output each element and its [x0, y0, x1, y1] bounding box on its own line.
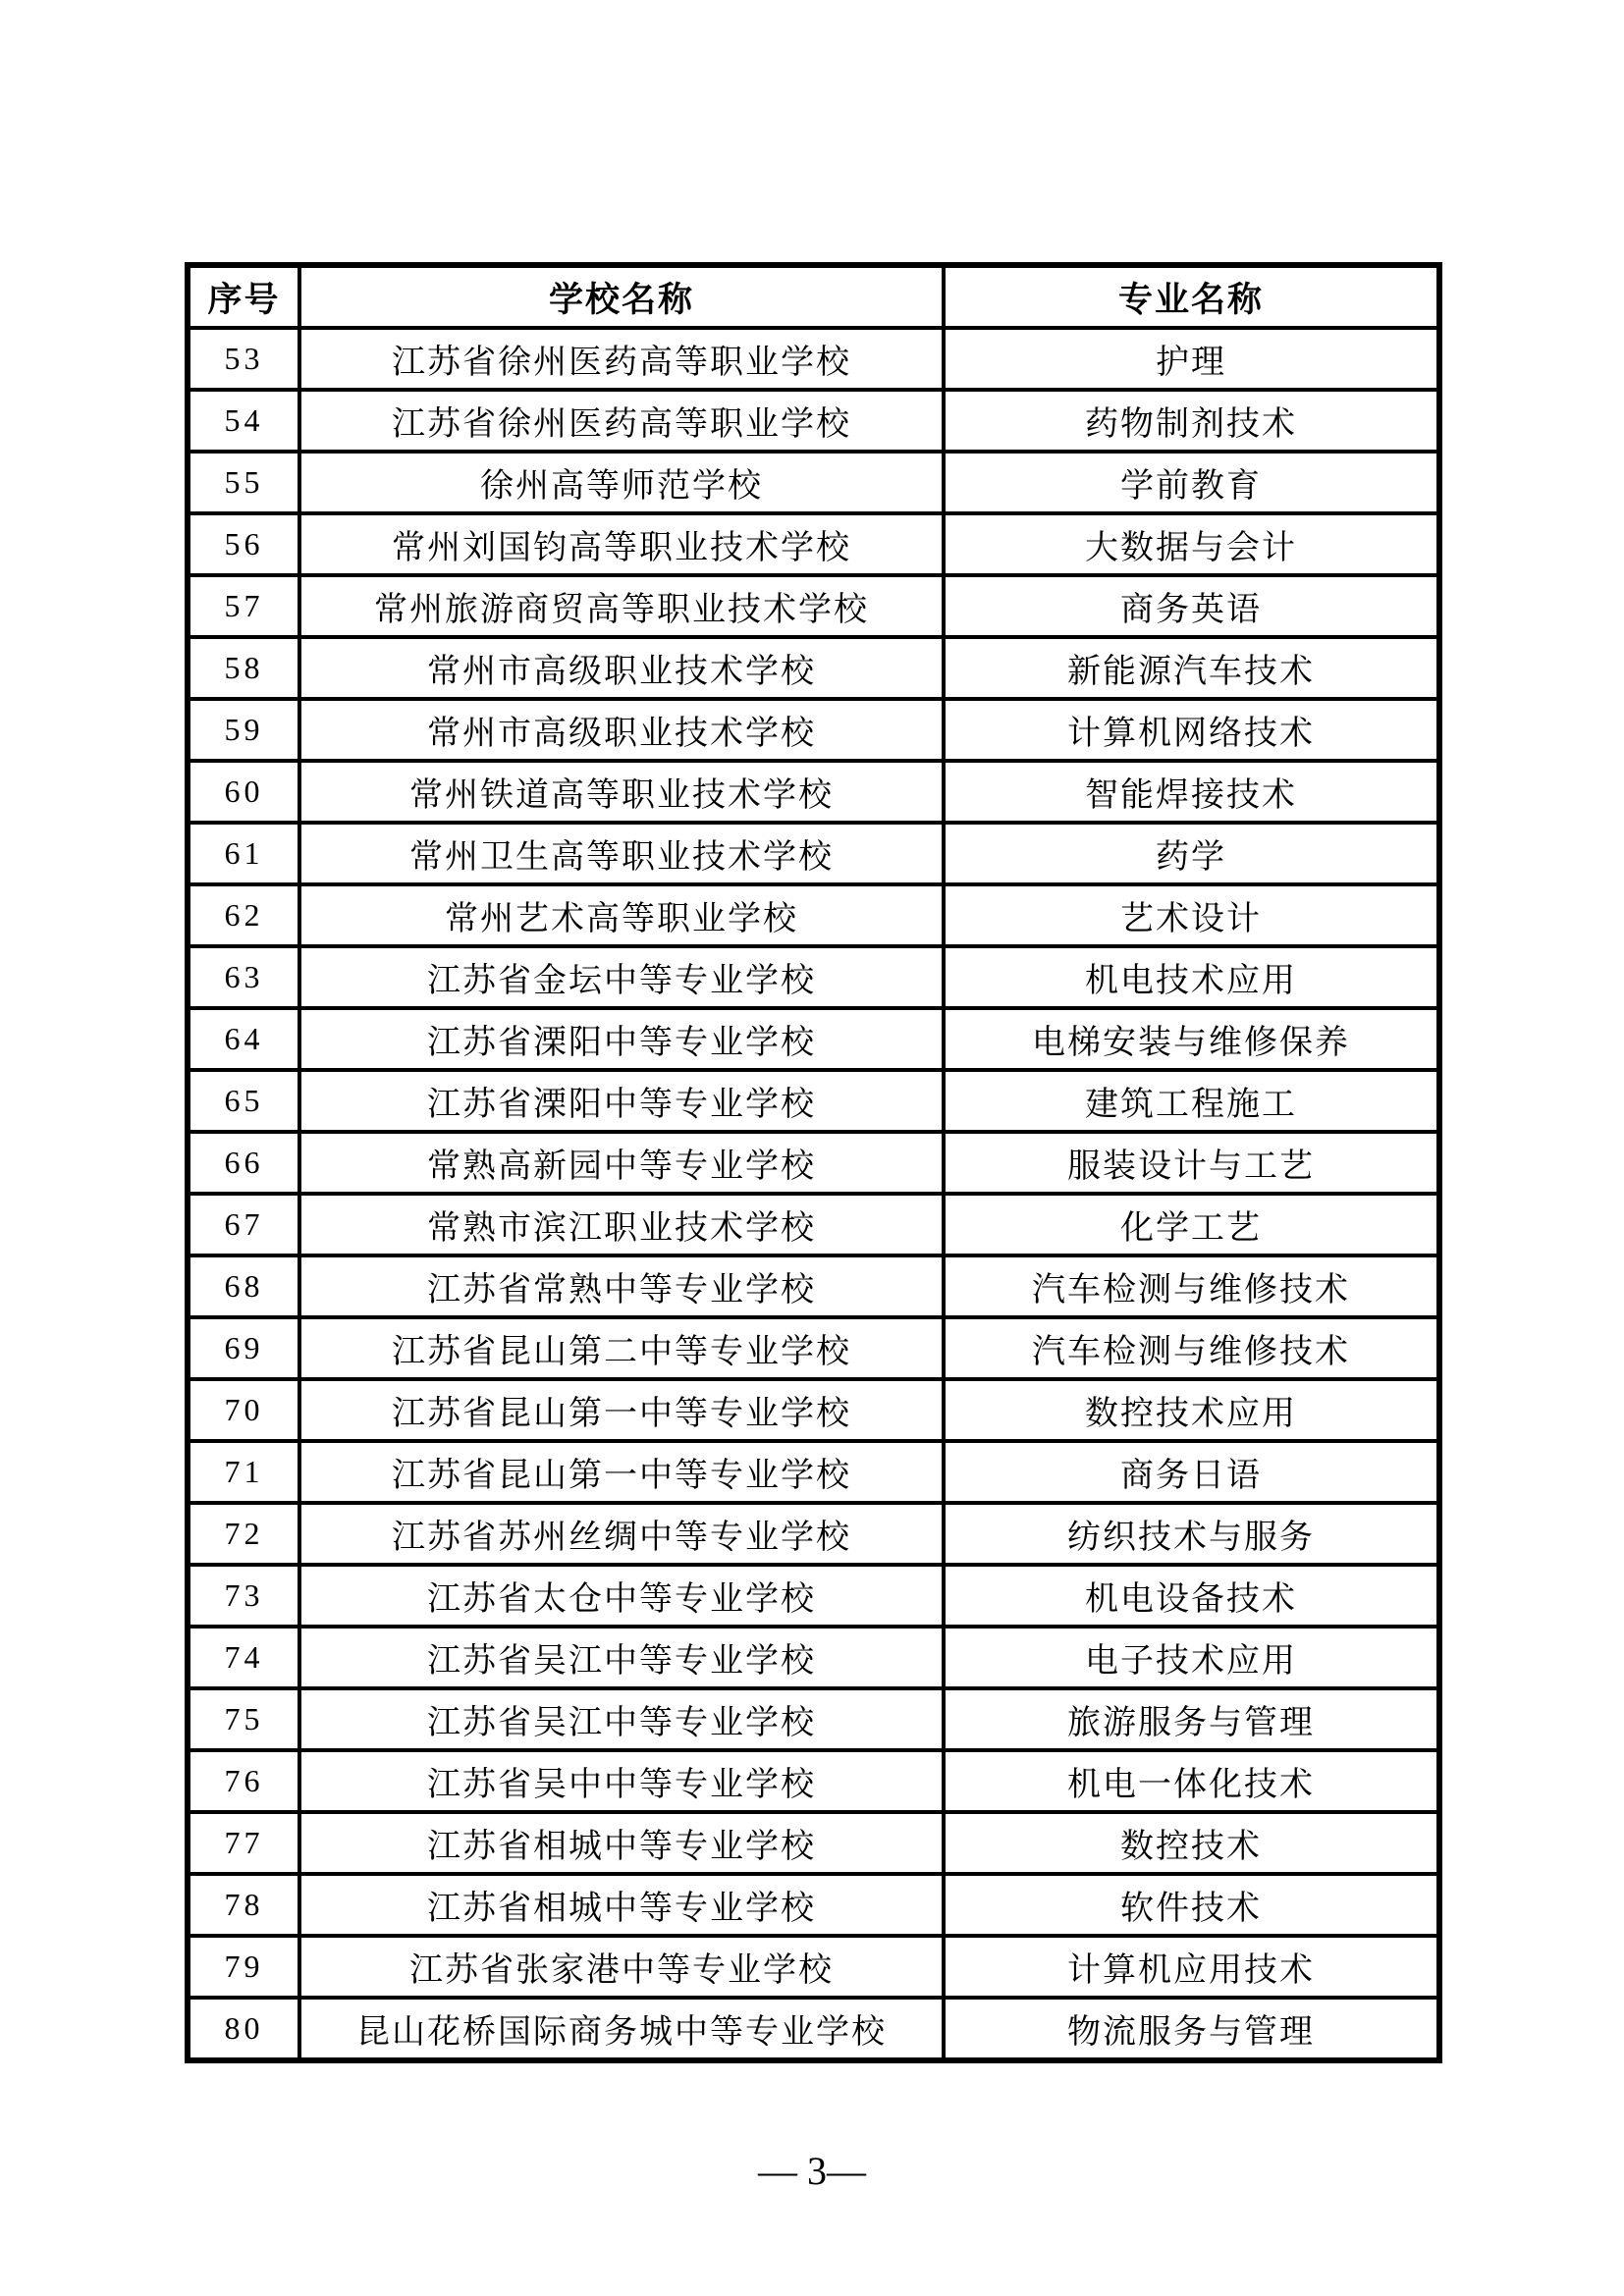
- school-name-cell: 江苏省相城中等专业学校: [299, 1874, 944, 1936]
- school-name-cell: 常州铁道高等职业技术学校: [299, 761, 944, 823]
- school-name-cell: 江苏省吴江中等专业学校: [299, 1688, 944, 1750]
- major-name-cell: 软件技术: [944, 1874, 1439, 1936]
- major-name-cell: 计算机网络技术: [944, 699, 1439, 761]
- school-name-cell: 常熟市滨江职业技术学校: [299, 1194, 944, 1255]
- row-number-cell: 78: [188, 1874, 299, 1936]
- row-number-cell: 63: [188, 946, 299, 1008]
- row-number-cell: 79: [188, 1936, 299, 1998]
- table-row: [188, 1008, 1439, 1070]
- major-name-cell: 物流服务与管理: [944, 1998, 1439, 2060]
- row-number-cell: 80: [188, 1998, 299, 2060]
- major-name-cell: 服装设计与工艺: [944, 1132, 1439, 1194]
- school-name-cell: 常州艺术高等职业学校: [299, 884, 944, 946]
- major-name-cell: 护理: [944, 328, 1439, 390]
- table-body: [188, 328, 1439, 2060]
- school-name-cell: 江苏省昆山第一中等专业学校: [299, 1441, 944, 1503]
- school-name-cell: 江苏省苏州丝绸中等专业学校: [299, 1503, 944, 1565]
- major-name-cell: 大数据与会计: [944, 513, 1439, 575]
- major-name-cell: 化学工艺: [944, 1194, 1439, 1255]
- row-number-cell: 54: [188, 390, 299, 452]
- header-school-name: 学校名称: [299, 265, 944, 328]
- table-row: [188, 1317, 1439, 1379]
- row-number-cell: 58: [188, 637, 299, 699]
- school-name-cell: 江苏省相城中等专业学校: [299, 1812, 944, 1874]
- major-name-cell: 药物制剂技术: [944, 390, 1439, 452]
- table-row: [188, 1688, 1439, 1750]
- school-name-cell: 常州刘国钧高等职业技术学校: [299, 513, 944, 575]
- table-row: [188, 452, 1439, 513]
- school-name-cell: 江苏省昆山第二中等专业学校: [299, 1317, 944, 1379]
- table-row: [188, 328, 1439, 390]
- table-row: [188, 390, 1439, 452]
- school-name-cell: 江苏省吴江中等专业学校: [299, 1627, 944, 1688]
- major-name-cell: 旅游服务与管理: [944, 1688, 1439, 1750]
- table-row: [188, 761, 1439, 823]
- row-number-cell: 64: [188, 1008, 299, 1070]
- table-row: [188, 1194, 1439, 1255]
- row-number-cell: 60: [188, 761, 299, 823]
- major-name-cell: 汽车检测与维修技术: [944, 1255, 1439, 1317]
- school-name-cell: 江苏省张家港中等专业学校: [299, 1936, 944, 1998]
- table-row: [188, 823, 1439, 884]
- major-name-cell: 数控技术: [944, 1812, 1439, 1874]
- table-row: [188, 1750, 1439, 1812]
- major-name-cell: 新能源汽车技术: [944, 637, 1439, 699]
- major-name-cell: 商务日语: [944, 1441, 1439, 1503]
- school-name-cell: 江苏省溧阳中等专业学校: [299, 1008, 944, 1070]
- page-number: — 3—: [758, 2149, 866, 2193]
- school-name-cell: 常州旅游商贸高等职业技术学校: [299, 575, 944, 637]
- major-name-cell: 药学: [944, 823, 1439, 884]
- major-name-cell: 电梯安装与维修保养: [944, 1008, 1439, 1070]
- major-name-cell: 纺织技术与服务: [944, 1503, 1439, 1565]
- major-name-cell: 学前教育: [944, 452, 1439, 513]
- row-number-cell: 61: [188, 823, 299, 884]
- row-number-cell: 76: [188, 1750, 299, 1812]
- school-name-cell: 江苏省溧阳中等专业学校: [299, 1070, 944, 1132]
- school-name-cell: 昆山花桥国际商务城中等专业学校: [299, 1998, 944, 2060]
- row-number-cell: 55: [188, 452, 299, 513]
- row-number-cell: 72: [188, 1503, 299, 1565]
- table-row: [188, 1503, 1439, 1565]
- major-name-cell: 智能焊接技术: [944, 761, 1439, 823]
- table-row: [188, 1936, 1439, 1998]
- table-row: [188, 1565, 1439, 1627]
- major-name-cell: 数控技术应用: [944, 1379, 1439, 1441]
- major-name-cell: 建筑工程施工: [944, 1070, 1439, 1132]
- table-row: [188, 1812, 1439, 1874]
- school-name-cell: 江苏省常熟中等专业学校: [299, 1255, 944, 1317]
- major-name-cell: 艺术设计: [944, 884, 1439, 946]
- major-name-cell: 商务英语: [944, 575, 1439, 637]
- row-number-cell: 71: [188, 1441, 299, 1503]
- row-number-cell: 73: [188, 1565, 299, 1627]
- table-row: [188, 1874, 1439, 1936]
- row-number-cell: 53: [188, 328, 299, 390]
- school-name-cell: 常州卫生高等职业技术学校: [299, 823, 944, 884]
- major-name-cell: 机电设备技术: [944, 1565, 1439, 1627]
- row-number-cell: 59: [188, 699, 299, 761]
- row-number-cell: 67: [188, 1194, 299, 1255]
- table-row: [188, 1441, 1439, 1503]
- school-name-cell: 常州市高级职业技术学校: [299, 699, 944, 761]
- school-name-cell: 江苏省昆山第一中等专业学校: [299, 1379, 944, 1441]
- school-name-cell: 常熟高新园中等专业学校: [299, 1132, 944, 1194]
- school-name-cell: 徐州高等师范学校: [299, 452, 944, 513]
- table-row: [188, 1070, 1439, 1132]
- row-number-cell: 68: [188, 1255, 299, 1317]
- table-row: [188, 1132, 1439, 1194]
- table-row: [188, 946, 1439, 1008]
- row-number-cell: 70: [188, 1379, 299, 1441]
- table-row: [188, 884, 1439, 946]
- row-number-cell: 69: [188, 1317, 299, 1379]
- table-row: [188, 575, 1439, 637]
- school-name-cell: 江苏省徐州医药高等职业学校: [299, 328, 944, 390]
- header-serial-number: 序号: [188, 265, 299, 328]
- school-name-cell: 江苏省太仓中等专业学校: [299, 1565, 944, 1627]
- row-number-cell: 65: [188, 1070, 299, 1132]
- row-number-cell: 66: [188, 1132, 299, 1194]
- major-name-cell: 汽车检测与维修技术: [944, 1317, 1439, 1379]
- row-number-cell: 62: [188, 884, 299, 946]
- major-name-cell: 机电技术应用: [944, 946, 1439, 1008]
- school-name-cell: 江苏省金坛中等专业学校: [299, 946, 944, 1008]
- major-name-cell: 机电一体化技术: [944, 1750, 1439, 1812]
- row-number-cell: 56: [188, 513, 299, 575]
- header-major-name: 专业名称: [944, 265, 1439, 328]
- table-row: [188, 1255, 1439, 1317]
- table-row: [188, 513, 1439, 575]
- table-row: [188, 1627, 1439, 1688]
- school-major-table: [185, 262, 1442, 2063]
- school-name-cell: 江苏省吴中中等专业学校: [299, 1750, 944, 1812]
- table-row: [188, 1379, 1439, 1441]
- school-name-cell: 江苏省徐州医药高等职业学校: [299, 390, 944, 452]
- row-number-cell: 57: [188, 575, 299, 637]
- row-number-cell: 75: [188, 1688, 299, 1750]
- table-row: [188, 1998, 1439, 2060]
- table-row: [188, 699, 1439, 761]
- major-name-cell: 电子技术应用: [944, 1627, 1439, 1688]
- major-name-cell: 计算机应用技术: [944, 1936, 1439, 1998]
- row-number-cell: 77: [188, 1812, 299, 1874]
- school-name-cell: 常州市高级职业技术学校: [299, 637, 944, 699]
- row-number-cell: 74: [188, 1627, 299, 1688]
- table-row: [188, 637, 1439, 699]
- table-header-row: [188, 265, 1439, 328]
- school-major-table-container: [185, 262, 1442, 2063]
